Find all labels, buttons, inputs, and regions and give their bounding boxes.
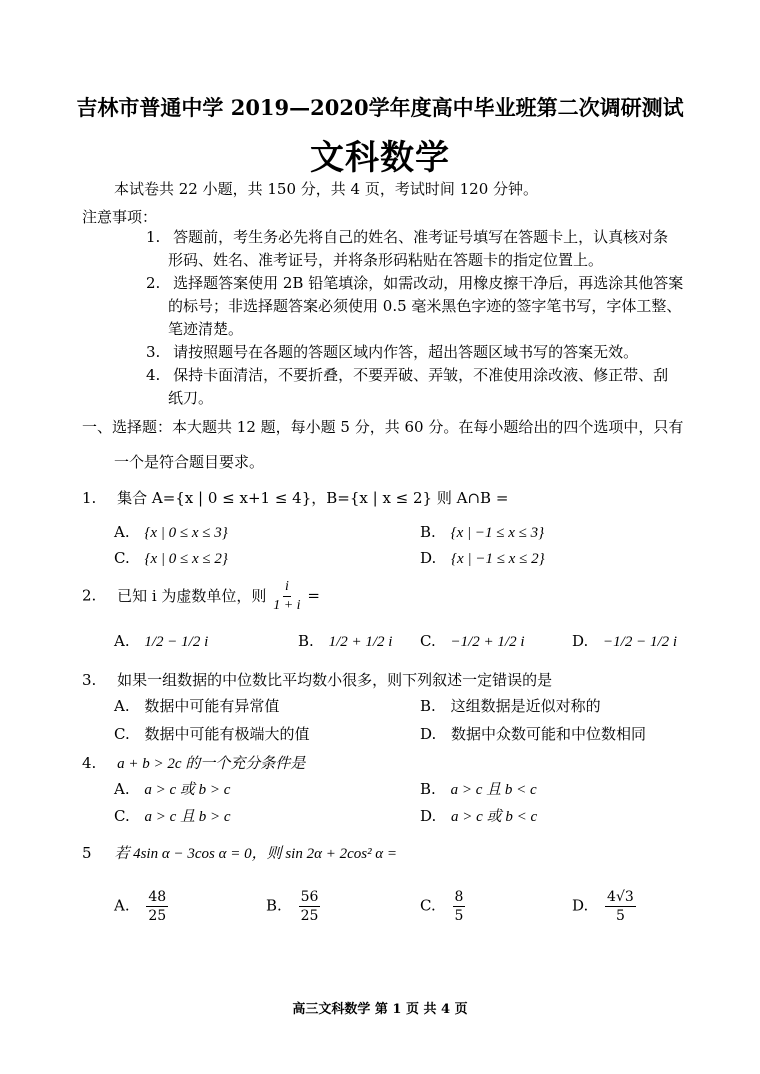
notice-item-2 (146, 272, 683, 341)
q2-option-c (420, 632, 525, 651)
subject-title: 文科数学 (310, 138, 450, 178)
option-text: a > c 且 b < c (450, 782, 537, 798)
q5-option-d (572, 888, 636, 925)
option-fraction: $\frac{48}{25}$ (148, 889, 167, 924)
question-number: 3. (82, 671, 97, 689)
question-stem: 若 4sin α − 3cos α = 0，则 sin 2α + 2cos² α = (114, 846, 398, 862)
q4-option-d (420, 805, 537, 826)
notice-item-number: 1. (146, 228, 161, 246)
notice-item-line: 形码、姓名、准考证号，并将条形码粘贴在答题卡的指定位置上。 (168, 251, 604, 269)
q1-option-b (420, 523, 544, 542)
option-label: C. (114, 725, 130, 743)
question-number: 1. (82, 489, 97, 507)
question-3 (82, 669, 552, 690)
question-fraction: $\frac{i}{1 + i}$ (273, 579, 301, 613)
notice-item-line: 答题前，考生务必先将自己的姓名、准考证号填写在答题卡上，认真核对条 (173, 228, 669, 246)
option-text: a > c 或 b < c (451, 809, 538, 825)
q1-option-a (114, 523, 228, 542)
option-label: D. (572, 896, 589, 915)
option-label: A. (114, 697, 130, 715)
option-text: 1/2 + 1/2 i (328, 634, 393, 650)
q3-option-b (420, 695, 601, 716)
question-4 (82, 752, 305, 773)
q2-option-d (572, 632, 677, 651)
section-heading-line2: 一个是符合题目要求。 (114, 453, 265, 471)
option-label: B. (420, 697, 436, 715)
q1-option-c (114, 549, 228, 568)
notice-item-1 (146, 226, 668, 272)
notice-item-number: 2. (146, 274, 161, 292)
equals-sign: = (307, 586, 320, 605)
notice-item-line: 保持卡面清洁，不要折叠，不要弄破、弄皱，不准使用涂改液、修正带、刮 (173, 366, 669, 384)
option-text: 数据中可能有极端大的值 (144, 725, 310, 743)
option-label: D. (572, 632, 589, 650)
option-label: B. (298, 632, 314, 650)
notice-item-line: 的标号；非选择题答案必须使用 0.5 毫米黑色字迹的签字笔书写，字体工整、 (168, 297, 682, 315)
question-5 (82, 842, 397, 863)
option-text: {x | 0 ≤ x ≤ 2} (144, 551, 228, 567)
q2-option-b (298, 632, 392, 651)
page-footer: 高三文科数学 第 1 页 共 4 页 (292, 1002, 468, 1017)
question-stem: a + b > 2c 的一个充分条件是 (117, 756, 306, 772)
option-fraction: $\frac{8}{5}$ (454, 889, 464, 924)
option-label: C. (114, 807, 130, 825)
notice-heading: 注意事项： (82, 208, 158, 226)
option-label: D. (420, 549, 437, 567)
question-number: 5 (82, 844, 92, 862)
option-label: D. (420, 807, 437, 825)
option-label: B. (420, 780, 436, 798)
option-text: 1/2 − 1/2 i (144, 634, 209, 650)
notice-item-line: 纸刀。 (168, 389, 214, 407)
option-text: {x | −1 ≤ x ≤ 3} (450, 525, 545, 541)
q4-option-c (114, 805, 231, 826)
question-stem: 如果一组数据的中位数比平均数小很多，则下列叙述一定错误的是 (117, 671, 553, 689)
option-label: A. (114, 632, 130, 650)
exam-title: 吉林市普通中学 2019—2020学年度高中毕业班第二次调研测试 (76, 95, 684, 120)
option-label: C. (420, 896, 436, 915)
notice-item-line: 请按照题号在各题的答题区域内作答，超出答题区域书写的答案无效。 (173, 343, 639, 361)
option-text: −1/2 − 1/2 i (603, 634, 678, 650)
option-text: {x | −1 ≤ x ≤ 2} (451, 551, 545, 567)
option-label: A. (114, 780, 130, 798)
q5-option-a (114, 888, 168, 925)
q5-option-b (266, 888, 320, 925)
option-label: B. (420, 523, 436, 541)
q4-option-a (114, 778, 230, 799)
q3-option-a (114, 695, 279, 716)
question-1 (82, 487, 508, 508)
option-text: 数据中众数可能和中位数相同 (451, 725, 647, 743)
option-text: a > c 且 b > c (144, 809, 231, 825)
option-text: −1/2 + 1/2 i (450, 634, 525, 650)
question-number: 2. (82, 586, 97, 605)
notice-item-line: 选择题答案使用 2B 铅笔填涂，如需改动，用橡皮擦干净后，再选涂其他答案 (173, 274, 684, 292)
question-2 (82, 578, 320, 615)
option-text: {x | 0 ≤ x ≤ 3} (144, 525, 228, 541)
option-fraction: $\frac{56}{25}$ (300, 889, 319, 924)
q3-option-d (420, 723, 646, 744)
notice-item-3 (146, 341, 638, 364)
option-text: 这组数据是近似对称的 (450, 697, 601, 715)
q2-option-a (114, 632, 208, 651)
q3-option-c (114, 723, 310, 744)
option-label: C. (420, 632, 436, 650)
exam-intro: 本试卷共 22 小题，共 150 分，共 4 页，考试时间 120 分钟。 (114, 180, 539, 198)
option-label: B. (266, 896, 282, 915)
q5-option-c (420, 888, 465, 925)
section-heading-line1: 一、选择题：本大题共 12 题，每小题 5 分，共 60 分。在每小题给出的四个选项中，只有 (82, 418, 684, 436)
option-fraction: $\frac{4√3}{5}$ (607, 889, 634, 924)
option-label: C. (114, 549, 130, 567)
question-number: 4. (82, 754, 97, 772)
option-text: 数据中可能有异常值 (144, 697, 280, 715)
notice-item-number: 4. (146, 366, 161, 384)
q1-option-d (420, 549, 545, 568)
q4-option-b (420, 778, 537, 799)
notice-item-number: 3. (146, 343, 161, 361)
question-stem: 集合 A={x | 0 ≤ x+1 ≤ 4}，B={x | x ≤ 2} 则 A∩B = (117, 489, 509, 507)
option-text: a > c 或 b > c (144, 782, 231, 798)
notice-item-4 (146, 364, 668, 410)
notice-item-line: 笔迹清楚。 (168, 320, 244, 338)
question-stem: 已知 i 为虚数单位，则 (117, 586, 267, 605)
option-label: A. (114, 523, 130, 541)
option-label: D. (420, 725, 437, 743)
option-label: A. (114, 896, 130, 915)
